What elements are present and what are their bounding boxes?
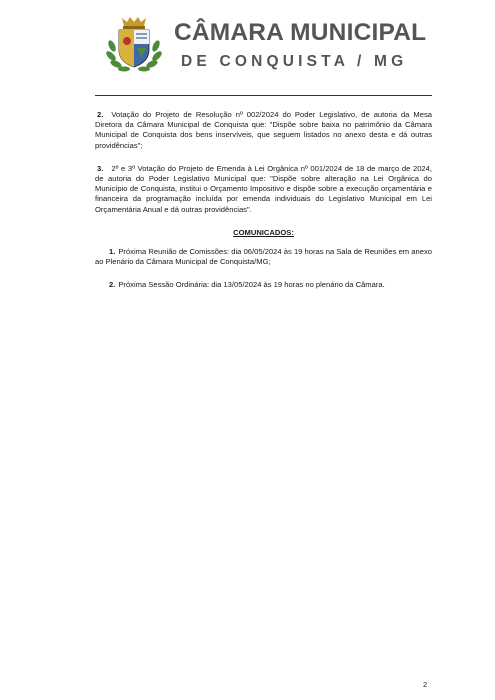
coat-of-arms-logo: [104, 14, 164, 74]
communication-item: [95, 280, 432, 290]
brand-title: CÂMARA MUNICIPAL: [174, 19, 427, 46]
communication-item: [95, 247, 432, 267]
agenda-item-number: 3.: [97, 163, 104, 173]
communication-item-text: Próxima Reunião de Comissões: dia 06/05/2024 às 19 horas na Sala de Reuniões em anexo ao Plenário da Câmara Municipal de Conquista/MG;: [95, 247, 432, 267]
agenda-item: [95, 164, 432, 215]
agenda-item-number: 2.: [97, 110, 104, 119]
agenda-item-text: 2º e 3º Votação do Projeto de Emenda à Lei Orgânica nº 001/2024 de 18 de março de 2024, de autoria do Poder Legislativo Municipal que: "Dispõe sobre alteração na Lei Orgânica do Município de Conquista, institui o Orçamento Impositivo e dispõe sobre a execução orçamentária e financeira da programação incluída por emenda individuais do Legislativo Municipal em Lei Orçamentária Anual e dá outras providências".: [95, 163, 432, 214]
communication-item-number: 2.: [109, 280, 116, 290]
communications-heading: COMUNICADOS:: [233, 227, 294, 237]
brand-subtitle: DE CONQUISTA / MG: [181, 53, 408, 70]
agenda-item-text: Votação do Projeto de Resolução nº 002/2024 do Poder Legislativo, de autoria da Mesa Diretora da Câmara Municipal de Conquista que: "Dispõe sobre baixa no patrimônio da Câmara Municipal de Conquista dos bens inservíveis, que seguem listados no anexo desta e dá outras providências";: [95, 110, 432, 150]
communication-item-text: Próxima Sessão Ordinária: dia 13/05/2024 às 19 horas no plenário da Câmara.: [118, 280, 385, 290]
document-content: [95, 110, 432, 304]
header-divider: [95, 95, 432, 96]
communication-item-number: 1.: [109, 247, 116, 257]
agenda-item: [95, 110, 432, 151]
page-number: 2: [423, 680, 428, 689]
